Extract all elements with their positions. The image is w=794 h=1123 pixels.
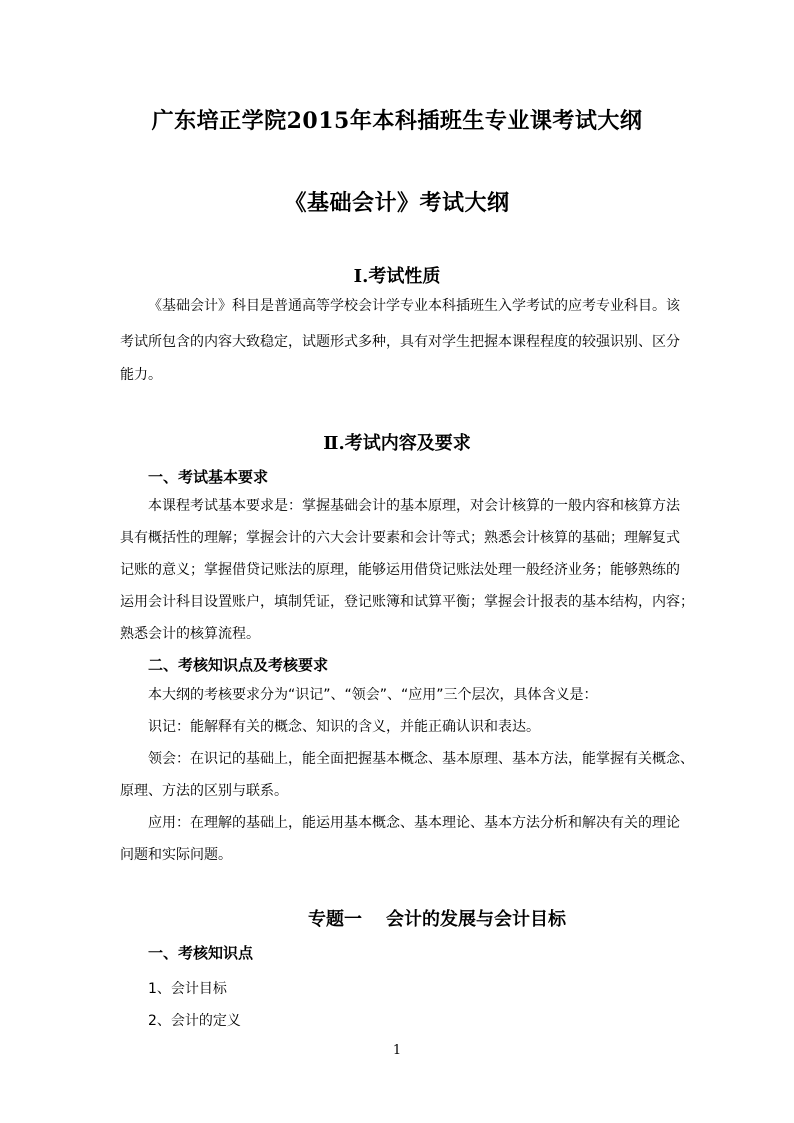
subheading-knowledge-points: 二、考核知识点及考核要求: [148, 656, 329, 674]
list-item: 1、会计目标: [148, 981, 227, 997]
paragraph-line: 问题和实际问题。: [120, 847, 232, 863]
paragraph-line: 原理、方法的区别与联系。: [120, 783, 288, 799]
paragraph-line: 记账的意义；掌握借贷记账法的原理，能够运用借贷记账法处理一般经济业务；能够熟练的: [120, 562, 680, 578]
subheading-topic-knowledge-points: 一、考核知识点: [148, 944, 254, 962]
topic-label: 专题一: [308, 909, 362, 930]
section-heading-exam-content: Ⅱ.考试内容及要求: [323, 433, 471, 454]
paragraph-line: 运用会计科目设置账户，填制凭证，登记账簿和试算平衡；掌握会计报表的基本结构，内容；: [120, 594, 694, 610]
topic-name: 会计的发展与会计目标: [386, 909, 566, 930]
paragraph-line: 本大纲的考核要求分为“识记”、“领会”、“应用”三个层次，具体含义是：: [148, 687, 598, 703]
paragraph-line: 本课程考试基本要求是：掌握基础会计的基本原理，对会计核算的一般内容和核算方法: [148, 498, 680, 514]
paragraph-line: 应用：在理解的基础上，能运用基本概念、基本理论、基本方法分析和解决有关的理论: [148, 815, 680, 831]
document-subtitle: 《基础会计》考试大纲: [284, 190, 510, 216]
page-number: 1: [392, 1043, 402, 1058]
paragraph-line: 《基础会计》科目是普通高等学校会计学专业本科插班生入学考试的应考专业科目。该: [148, 298, 680, 314]
list-item: 2、会计的定义: [148, 1013, 241, 1029]
paragraph-line: 能力。: [120, 367, 162, 383]
paragraph-line: 识记：能解释有关的概念、知识的含义，并能正确认识和表达。: [148, 719, 540, 735]
topic-title: [308, 905, 566, 931]
section-heading-exam-nature: Ⅰ.考试性质: [353, 266, 441, 287]
paragraph-line: 考试所包含的内容大致稳定，试题形式多种，具有对学生把握本课程程度的较强识别、区分: [120, 334, 680, 350]
subheading-basic-requirements: 一、考试基本要求: [148, 468, 269, 486]
paragraph-line: 领会：在识记的基础上，能全面把握基本概念、基本原理、基本方法，能掌握有关概念、: [148, 751, 694, 767]
paragraph-line: 具有概括性的理解；掌握会计的六大会计要素和会计等式；熟悉会计核算的基础；理解复式: [120, 530, 680, 546]
paragraph-line: 熟悉会计的核算流程。: [120, 626, 260, 642]
document-main-title: 广东培正学院2015年本科插班生专业课考试大纲: [151, 108, 643, 134]
